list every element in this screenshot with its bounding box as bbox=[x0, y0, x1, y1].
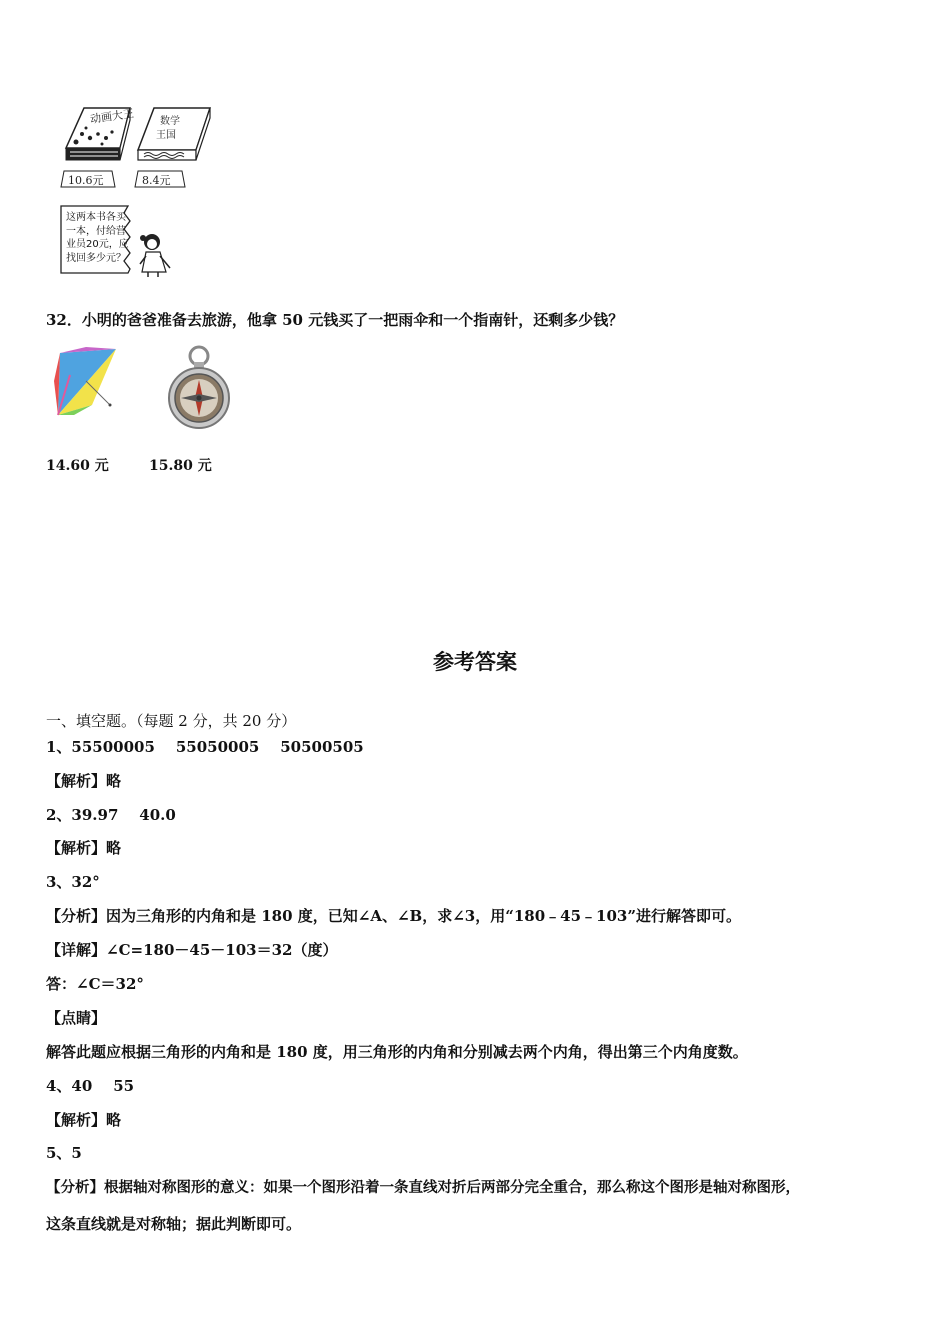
book2-title-line2: 王国 bbox=[156, 130, 176, 141]
answer-line: 答：∠C＝32° bbox=[46, 975, 144, 993]
answer-line: 2、39.97 40.0 bbox=[46, 806, 176, 824]
bubble-line: 一本，付给营 bbox=[66, 225, 126, 237]
answer-line: 1、55500005 55050005 50500505 bbox=[46, 738, 364, 756]
answer-line: 3、32° bbox=[46, 873, 100, 891]
answer-section-title: 参考答案 bbox=[433, 649, 517, 674]
bubble-line: 找回多少元？ bbox=[66, 252, 126, 264]
bubble-line: 业员20元，应 bbox=[66, 239, 129, 250]
umbrella-icon bbox=[50, 345, 120, 417]
answer-line: 4、40 55 bbox=[46, 1077, 135, 1095]
girl-figure-illustration bbox=[138, 232, 174, 278]
bubble-line: 这两本书各买 bbox=[66, 212, 126, 223]
question-32-text: 32．小明的爸爸准备去旅游，他拿 50 元钱买了一把雨伞和一个指南针，还剩多少钱？ bbox=[46, 311, 624, 329]
book2-price-tag: 8.4元 bbox=[142, 174, 171, 187]
answer-line: 这条直线就是对称轴；据此判断即可。 bbox=[46, 1215, 302, 1233]
answer-line: 【解析】略 bbox=[46, 1111, 122, 1129]
compass-icon bbox=[166, 344, 232, 430]
answer-line: 5、5 bbox=[46, 1144, 82, 1162]
answer-line: 【解析】略 bbox=[46, 772, 122, 790]
compass-price: 15.80 元 bbox=[149, 458, 212, 474]
umbrella-price: 14.60 元 bbox=[46, 458, 109, 474]
answer-line: 【分析】因为三角形的内角和是 180 度，已知∠A、∠B，求∠3，用“180﹣45﹣103”进行解答即可。 bbox=[46, 907, 741, 925]
book2-title-line1: 数学 bbox=[160, 116, 180, 127]
bubble-text bbox=[66, 211, 130, 265]
book1-price-tag: 10.6元 bbox=[68, 174, 104, 187]
answer-line: 解答此题应根据三角形的内角和是 180 度，用三角形的内角和分别减去两个内角，得出第三个内角度数。 bbox=[46, 1043, 748, 1061]
answer-line: 【点睛】 bbox=[46, 1009, 107, 1027]
section-heading: 一、填空题。（每题 2 分，共 20 分） bbox=[46, 712, 297, 730]
answer-line: 【分析】根据轴对称图形的意义：如果一个图形沿着一条直线对折后两部分完全重合，那么称这个图形是轴对称图形， bbox=[46, 1179, 800, 1196]
book1-title: 动画大王 bbox=[89, 106, 135, 126]
answer-line: 【解析】略 bbox=[46, 839, 122, 857]
answer-line: 【详解】∠C=180－45－103＝32（度） bbox=[46, 941, 338, 959]
